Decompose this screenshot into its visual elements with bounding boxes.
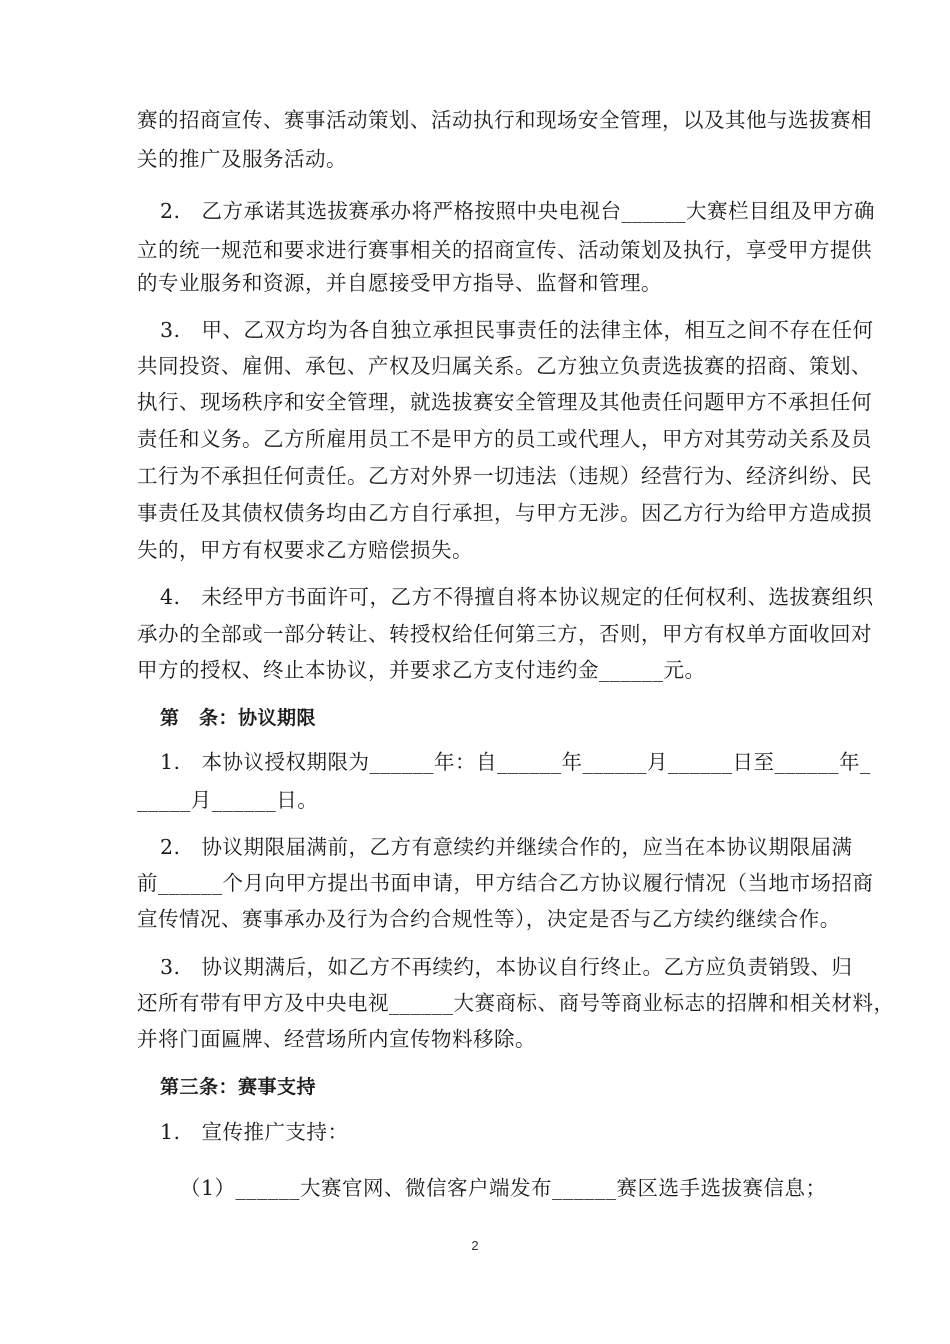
- paragraph-line: 的专业服务和资源，并自愿接受甲方指导、监督和管理。: [137, 271, 662, 295]
- paragraph-line: 共同投资、雇佣、承包、产权及归属关系。乙方独立负责选拔赛的招商、策划、: [137, 354, 872, 378]
- paragraph-line: 3. 协议期满后，如乙方不再续约，本协议自行终止。乙方应负责销毁、归: [160, 955, 853, 979]
- section-heading: 第三条：赛事支持: [160, 1076, 317, 1098]
- section-heading: 第 条：协议期限: [160, 707, 317, 729]
- paragraph-line: 2. 乙方承诺其选拔赛承办将严格按照中央电视台______大赛栏目组及甲方确: [160, 199, 876, 223]
- paragraph-line: 前______个月向甲方提出书面申请，甲方结合乙方协议履行情况（当地市场招商: [137, 871, 874, 895]
- paragraph-line: 事责任及其债权债务均由乙方自行承担，与甲方无涉。因乙方行为给甲方造成损: [137, 501, 872, 525]
- paragraph-line: 宣传情况、赛事承办及行为合约合规性等），决定是否与乙方续约继续合作。: [137, 907, 841, 931]
- paragraph-line: 执行、现场秩序和安全管理，就选拔赛安全管理及其他责任问题甲方不承担任何: [137, 390, 872, 414]
- paragraph-line: 工行为不承担任何责任。乙方对外界一切违法（违规）经营行为、经济纠纷、民: [137, 464, 872, 488]
- paragraph-line: 赛的招商宣传、赛事活动策划、活动执行和现场安全管理，以及其他与选拔赛相: [137, 108, 872, 132]
- paragraph-line: _____月______日。: [137, 788, 319, 812]
- paragraph-line: 1. 宣传推广支持：: [160, 1120, 349, 1144]
- paragraph-line: 责任和义务。乙方所雇用员工不是甲方的员工或代理人，甲方对其劳动关系及员: [137, 427, 872, 451]
- page-number: 2: [471, 1238, 479, 1253]
- paragraph-line: 并将门面匾牌、经营场所内宣传物料移除。: [137, 1027, 536, 1051]
- paragraph-line: 4. 未经甲方书面许可，乙方不得擅自将本协议规定的任何权利、选拔赛组织: [160, 585, 874, 609]
- paragraph-line: 失的，甲方有权要求乙方赔偿损失。: [137, 538, 473, 562]
- paragraph-line: 2. 协议期限届满前，乙方有意续约并继续合作的，应当在本协议期限届满: [160, 835, 853, 859]
- paragraph-line: 还所有带有甲方及中央电视______大赛商标、商号等商业标志的招牌和相关材料，: [137, 991, 895, 1015]
- paragraph-line: 3. 甲、乙双方均为各自独立承担民事责任的法律主体，相互之间不存在任何: [160, 318, 874, 342]
- paragraph-line: 立的统一规范和要求进行赛事相关的招商宣传、活动策划及执行，享受甲方提供: [137, 238, 872, 262]
- paragraph-line: 甲方的授权、终止本协议，并要求乙方支付违约金______元。: [137, 658, 706, 682]
- paragraph-line: 1. 本协议授权期限为______年：自______年______月______日至______年_: [160, 750, 871, 774]
- paragraph-line: 承办的全部或一部分转让、转授权给任何第三方，否则，甲方有权单方面收回对: [137, 622, 872, 646]
- list-item: （1）______大赛官网、微信客户端发布______赛区选手选拔赛信息；: [180, 1176, 827, 1200]
- paragraph-line: 关的推广及服务活动。: [137, 147, 347, 171]
